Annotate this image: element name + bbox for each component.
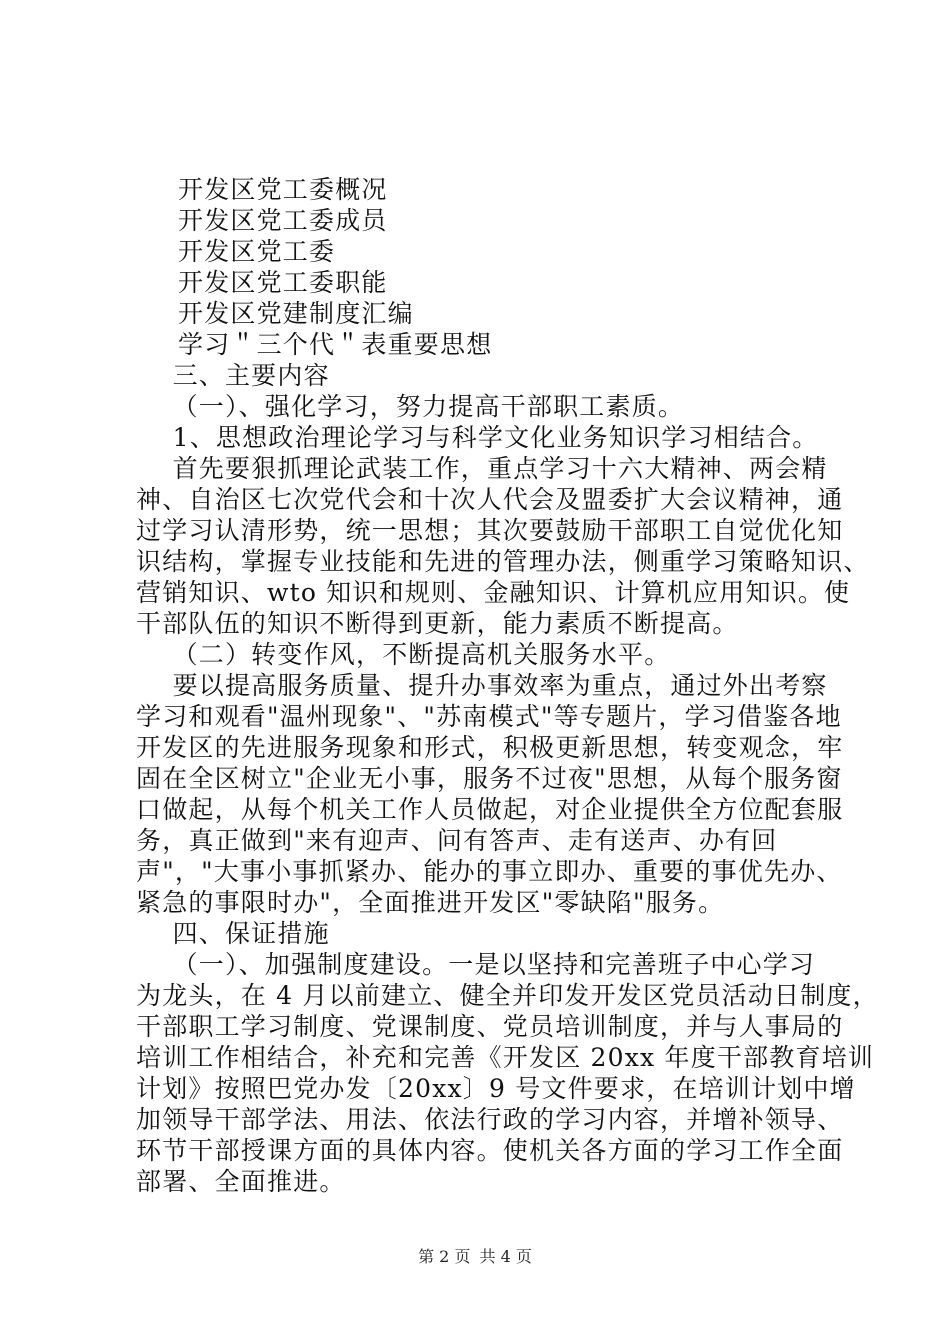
page-number: 第 2 页 <box>418 1247 471 1266</box>
link-list <box>136 174 836 360</box>
page-footer <box>0 1244 950 1267</box>
text-line: 为龙头，在 4 月以前建立、健全并印发开发区党员活动日制度， <box>136 981 879 1010</box>
text-line: （一）、强化学习，努力提高干部职工素质。 <box>136 392 685 421</box>
text-line: 识结构，掌握专业技能和先进的管理办法，侧重学习策略知识、 <box>136 547 870 576</box>
body-text <box>136 360 879 1197</box>
text-line: 干部职工学习制度、党课制度、党员培训制度，并与人事局的 <box>136 1012 844 1041</box>
list-item[interactable]: 开发区党工委概况 <box>178 175 388 204</box>
text-line: 过学习认清形势，统一思想；其次要鼓励干部职工自觉优化知 <box>136 516 844 545</box>
text-line: 声"，"大事小事抓紧办、能办的事立即办、重要的事优先办、 <box>136 857 843 886</box>
list-item[interactable]: 开发区党建制度汇编 <box>178 299 414 328</box>
list-item[interactable]: 开发区党工委职能 <box>178 268 388 297</box>
text-line: 计划》按照巴党办发〔20xx〕9 号文件要求，在培训计划中增 <box>136 1074 856 1103</box>
text-line: 要以提高服务质量、提升办事效率为重点，通过外出考察 <box>136 671 828 700</box>
text-line: （一）、加强制度建设。一是以坚持和完善班子中心学习 <box>136 950 816 979</box>
text-line: 开发区的先进服务现象和形式，积极更新思想，转变观念，牢 <box>136 733 844 762</box>
text-line: 三、主要内容 <box>136 361 330 390</box>
text-line: 四、保证措施 <box>136 919 330 948</box>
text-line: 1、思想政治理论学习与科学文化业务知识学习相结合。 <box>136 423 819 452</box>
text-line: 培训工作相结合，补充和完善《开发区 20xx 年度干部教育培训 <box>136 1043 875 1072</box>
page-total: 共 4 页 <box>479 1247 532 1266</box>
list-item[interactable]: 开发区党工委成员 <box>178 206 388 235</box>
text-line: 神、自治区七次党代会和十次人代会及盟委扩大会议精神，通 <box>136 485 844 514</box>
document-body <box>136 174 879 1197</box>
text-line: 固在全区树立"企业无小事，服务不过夜"思想，从每个服务窗 <box>136 764 843 793</box>
text-line: 务，真正做到"来有迎声、问有答声、走有送声、办有回 <box>136 826 778 855</box>
text-line: 干部队伍的知识不断得到更新，能力素质不断提高。 <box>136 609 739 638</box>
text-line: 营销知识、wto 知识和规则、金融知识、计算机应用知识。使 <box>136 578 851 607</box>
text-line: 口做起，从每个机关工作人员做起，对企业提供全方位配套服 <box>136 795 844 824</box>
text-line: 首先要狠抓理论武装工作，重点学习十六大精神、两会精 <box>136 454 828 483</box>
text-line: 学习和观看"温州现象"、"苏南模式"等专题片，学习借鉴各地 <box>136 702 842 731</box>
list-item[interactable]: 学习＂三个代＂表重要思想 <box>178 330 493 359</box>
list-item[interactable]: 开发区党工委 <box>178 237 336 266</box>
text-line: 紧急的事限时办"，全面推进开发区"零缺陷"服务。 <box>136 888 725 917</box>
text-line: 加领导干部学法、用法、依法行政的学习内容，并增补领导、 <box>136 1105 844 1134</box>
text-line: 部署、全面推进。 <box>136 1167 346 1196</box>
text-line: 环节干部授课方面的具体内容。使机关各方面的学习工作全面 <box>136 1136 844 1165</box>
text-line: （二）转变作风，不断提高机关服务水平。 <box>136 640 671 669</box>
